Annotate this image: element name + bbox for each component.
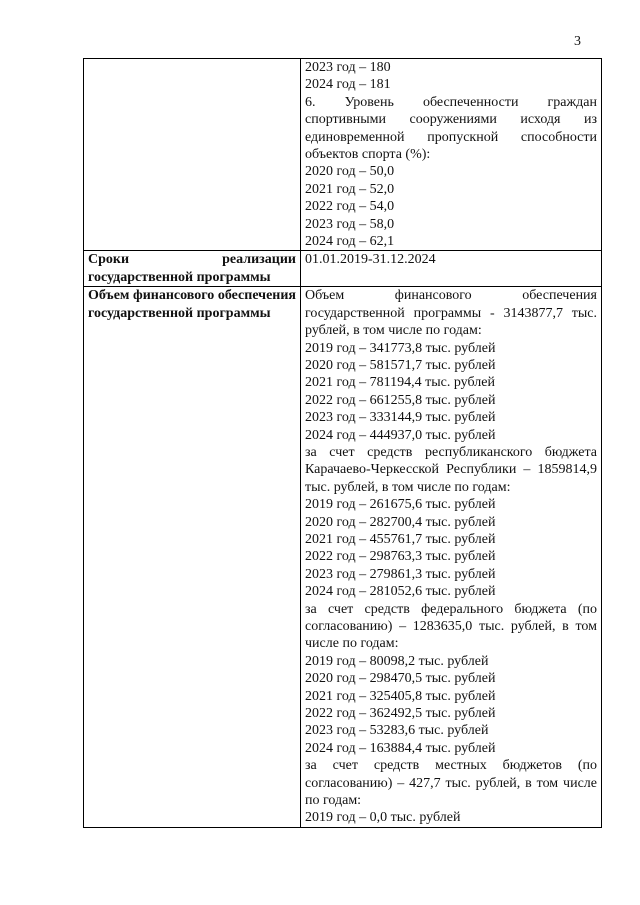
list-item: 2020 год – 581571,7 тыс. рублей (305, 357, 496, 373)
regional-budget-text: за счет средств республиканского бюджета Карачаево-Черкесской Республики – 1859814,9 тыс. рублей, в том числе по годам: (305, 444, 597, 495)
list-item: 2023 год – 279861,3 тыс. рублей (305, 566, 496, 582)
funding-total-text: Объем финансового обеспечения государственной программы - 3143877,7 тыс. рублей, в том числе по годам: (305, 288, 597, 339)
list-item: 2020 год – 50,0 (305, 164, 395, 180)
list-item: 2019 год – 341773,8 тыс. рублей (305, 340, 496, 356)
list-item: 2021 год – 325405,8 тыс. рублей (305, 688, 496, 704)
list-item: 2023 год – 58,0 (305, 216, 395, 232)
local-budget-text: за счет средств местных бюджетов (по согласованию) – 427,7 тыс. рублей, в том числе по годам: (305, 758, 597, 809)
page-number: 3 (574, 34, 581, 49)
row-label (84, 59, 301, 251)
list-item: 2022 год – 54,0 (305, 199, 395, 215)
federal-budget-text: за счет средств федерального бюджета (по согласованию) – 1283635,0 тыс. рублей, в том числе по годам: (305, 601, 597, 652)
indicator-heading: 6. Уровень обеспеченности граждан спортивными сооружениями исходя из единовременной пропускной способности объектов спорта (%): (305, 94, 597, 163)
list-item: 2024 год – 181 (305, 77, 391, 93)
row-value (301, 59, 602, 251)
row-label-terms: Сроки реализации государственной программы (84, 251, 301, 287)
list-item: 2022 год – 298763,3 тыс. рублей (305, 549, 496, 565)
list-item: 2021 год – 455761,7 тыс. рублей (305, 531, 496, 547)
row-value-funding (301, 287, 602, 828)
list-item: 2023 год – 333144,9 тыс. рублей (305, 410, 496, 426)
list-item: 2024 год – 444937,0 тыс. рублей (305, 427, 496, 443)
list-item: 2024 год – 62,1 (305, 234, 395, 250)
program-passport-table (83, 58, 602, 828)
table-row-indicators (84, 59, 602, 251)
list-item: 2023 год – 53283,6 тыс. рублей (305, 723, 489, 739)
list-item: 2021 год – 781194,4 тыс. рублей (305, 375, 495, 391)
list-item: 2019 год – 0,0 тыс. рублей (305, 810, 461, 826)
list-item: 2020 год – 282700,4 тыс. рублей (305, 514, 496, 530)
table-row-terms (84, 251, 602, 287)
table-row-funding (84, 287, 602, 828)
list-item: 2019 год – 261675,6 тыс. рублей (305, 497, 496, 513)
list-item: 2023 год – 180 (305, 60, 391, 75)
list-item: 2020 год – 298470,5 тыс. рублей (305, 671, 496, 687)
list-item: 2022 год – 661255,8 тыс. рублей (305, 392, 496, 408)
row-label-funding: Объем финансового обеспечения государственной программы (84, 287, 301, 828)
list-item: 2024 год – 163884,4 тыс. рублей (305, 740, 496, 756)
list-item: 2021 год – 52,0 (305, 181, 395, 197)
list-item: 01.01.2019-31.12.2024 (305, 252, 436, 268)
list-item: 2019 год – 80098,2 тыс. рублей (305, 653, 489, 669)
list-item: 2024 год – 281052,6 тыс. рублей (305, 584, 496, 600)
list-item: 2022 год – 362492,5 тыс. рублей (305, 706, 496, 722)
row-value-terms (301, 251, 602, 287)
